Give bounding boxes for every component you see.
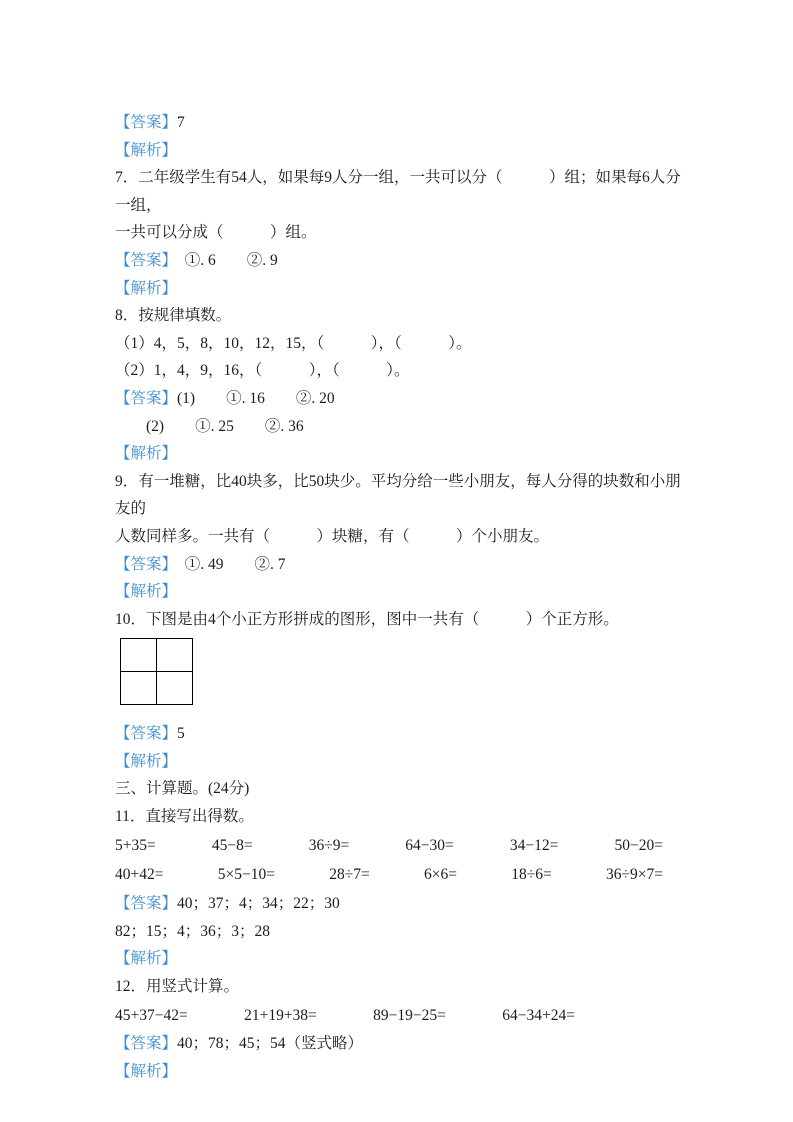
question-text: （2）1，4，9，16，（ ），（ ）。 [115,362,410,380]
analysis-label: 【解析】 [115,141,178,159]
analysis-label: 【解析】 [115,445,178,463]
analysis-line [115,578,683,606]
square-cell [157,672,193,705]
equation-row [115,1001,575,1031]
square-cell [121,672,157,705]
equation-item: 64−30= [405,836,454,854]
question-text: 一共可以分成（ ）组。 [115,224,317,242]
equation-item: 36÷9×7= [605,866,663,884]
equation-item: 5+35= [115,836,156,854]
square-cell [121,639,157,672]
analysis-label: 【解析】 [115,1063,178,1081]
answer-text: 40；78；45；54（竖式略） [177,1035,364,1053]
question-text: 10．下图是由4个小正方形拼成的图形，图中一共有（ ）个正方形。 [115,610,619,628]
answer-label: 【答案】 [115,251,170,269]
analysis-label: 【解析】 [115,583,178,601]
question-text: 11．直接写出得数。 [115,808,254,826]
analysis-line [115,137,683,165]
equation-item: 5×5−10= [217,866,275,884]
answer-line [115,890,683,918]
equation-item: 89−19−25= [373,1006,446,1024]
answer-text: ①. 49 ②. 7 [169,555,286,573]
analysis-line [115,275,683,303]
equation-row [115,860,663,890]
equation-item: 18÷6= [511,866,552,884]
equation-item: 6×6= [423,866,457,884]
analysis-line [115,1058,683,1086]
analysis-label: 【解析】 [115,950,178,968]
answer-label: 【答案】 [115,725,178,743]
question-text: 人数同样多。一共有（ ）块糖，有（ ）个小朋友。 [115,527,550,545]
equation-item: 34−12= [509,836,559,854]
answer-text: ①. 6 ②. 9 [169,251,278,269]
question-text: 8．按规律填数。 [115,307,232,325]
worksheet-page [115,109,683,1086]
answer-text: (1) ①. 16 ②. 20 [177,389,335,407]
question-text: 12．用竖式计算。 [115,978,240,996]
analysis-label: 【解析】 [115,279,178,297]
equation-item: 45−8= [211,836,253,854]
equation-item: 40+42= [115,866,164,884]
equation-item: 45+37−42= [115,1006,188,1024]
analysis-line [115,748,683,776]
question-text: 9．有一堆糖，比40块多，比50块少。平均分给一些小朋友，每人分得的块数和小朋友的 [115,472,681,518]
equation-item: 28÷7= [329,866,370,884]
equation-item: 50−20= [614,836,663,854]
question-text: （1）4，5，8，10，12，15，（ ），（ ）。 [115,334,472,352]
analysis-line [115,440,683,468]
answer-line [115,247,683,275]
question-text: 三、计算题。(24分) [115,780,250,798]
question-text: 82；15；4；36；3；28 [115,922,271,940]
answer-line [115,109,683,137]
answer-line [115,1030,683,1058]
answer-label: 【答案】 [115,555,170,573]
analysis-line [115,945,683,973]
question-text: (2) ①. 25 ②. 36 [115,417,304,435]
answer-label: 【答案】 [115,1035,178,1053]
equation-row [115,831,663,861]
question-text: 7．二年级学生有54人，如果每9人分一组，一共可以分（ ）组；如果每6人分一组， [115,169,681,214]
answer-text: 7 [177,114,185,131]
equation-item: 36÷9= [308,836,350,854]
answer-line [115,551,683,579]
answer-label: 【答案】 [115,389,178,407]
answer-line [115,385,683,413]
answer-text: 5 [177,725,185,743]
answer-text: 40；37；4；34；22；30 [177,895,340,913]
squares-figure [120,638,193,705]
equation-item: 21+19+38= [244,1006,317,1024]
answer-label: 【答案】 [115,114,178,131]
analysis-label: 【解析】 [115,752,178,770]
answer-line [115,720,683,748]
square-cell [157,639,193,672]
answer-label: 【答案】 [115,895,178,913]
equation-item: 64−34+24= [502,1006,575,1024]
